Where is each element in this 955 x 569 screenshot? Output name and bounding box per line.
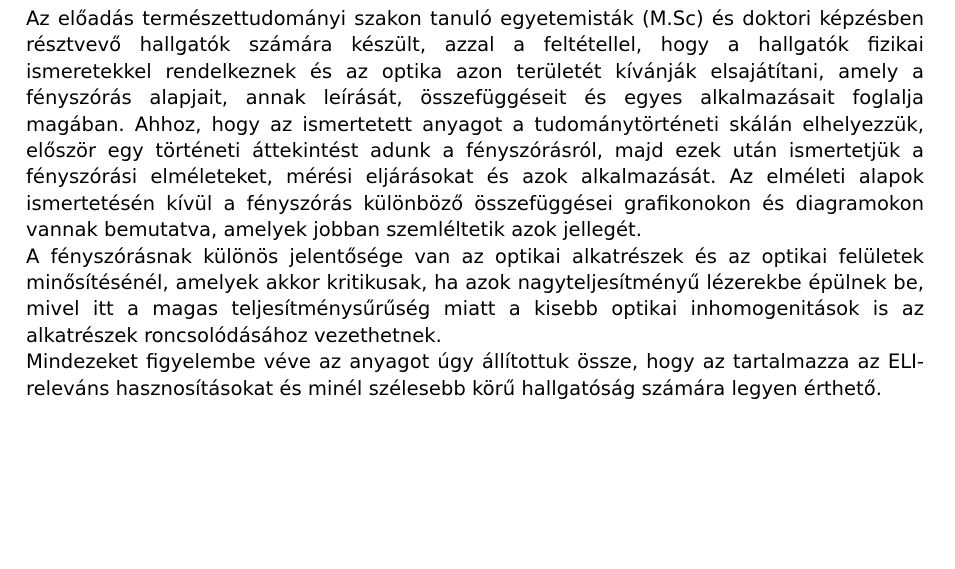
- paragraph-significance: A fényszórásnak különös jelentősége van az optikai alkatrészek és az optikai felületek minősítésénél, amelyek akkor kritikusak, ha azok nagyteljesítményű lézerekbe épülnek be, mivel itt a magas teljesítménysűrűség miatt a kisebb optikai inhomogenitások is az alkatrészek roncsolódásához vezethetnek.: [26, 244, 924, 347]
- document-body: [26, 6, 924, 402]
- paragraph-summary: Mindezeket figyelembe véve az anyagot úgy állítottuk össze, hogy az tartalmazza az ELI-releváns hasznosításokat és minél szélesebb körű hallgatóság számára legyen érthető.: [26, 350, 924, 400]
- paragraph-intro: Az előadás természettudományi szakon tanuló egyetemisták (M.Sc) és doktori képzésben résztvevő hallgatók számára készült, azzal a feltétellel, hogy a hallgatók fizikai ismeretekkel rendelkeznek és az optika azon területét kívánják elsajátítani, amely a fényszórás alapjait, annak leírását, összefüggéseit és egyes alkalmazásait foglalja magában. Ahhoz, hogy az ismertetett anyagot a tudománytörténeti skálán elhelyezzük, először egy történeti áttekintést adunk a fényszórásról, majd ezek után ismertetjük a fényszórási elméleteket, mérési eljárásokat és azok alkalmazását. Az elméleti alapok ismertetésén kívül a fényszórás különböző összefüggései grafikonokon és diagramokon vannak bemutatva, amelyek jobban szemléltetik azok jellegét.: [26, 7, 924, 242]
